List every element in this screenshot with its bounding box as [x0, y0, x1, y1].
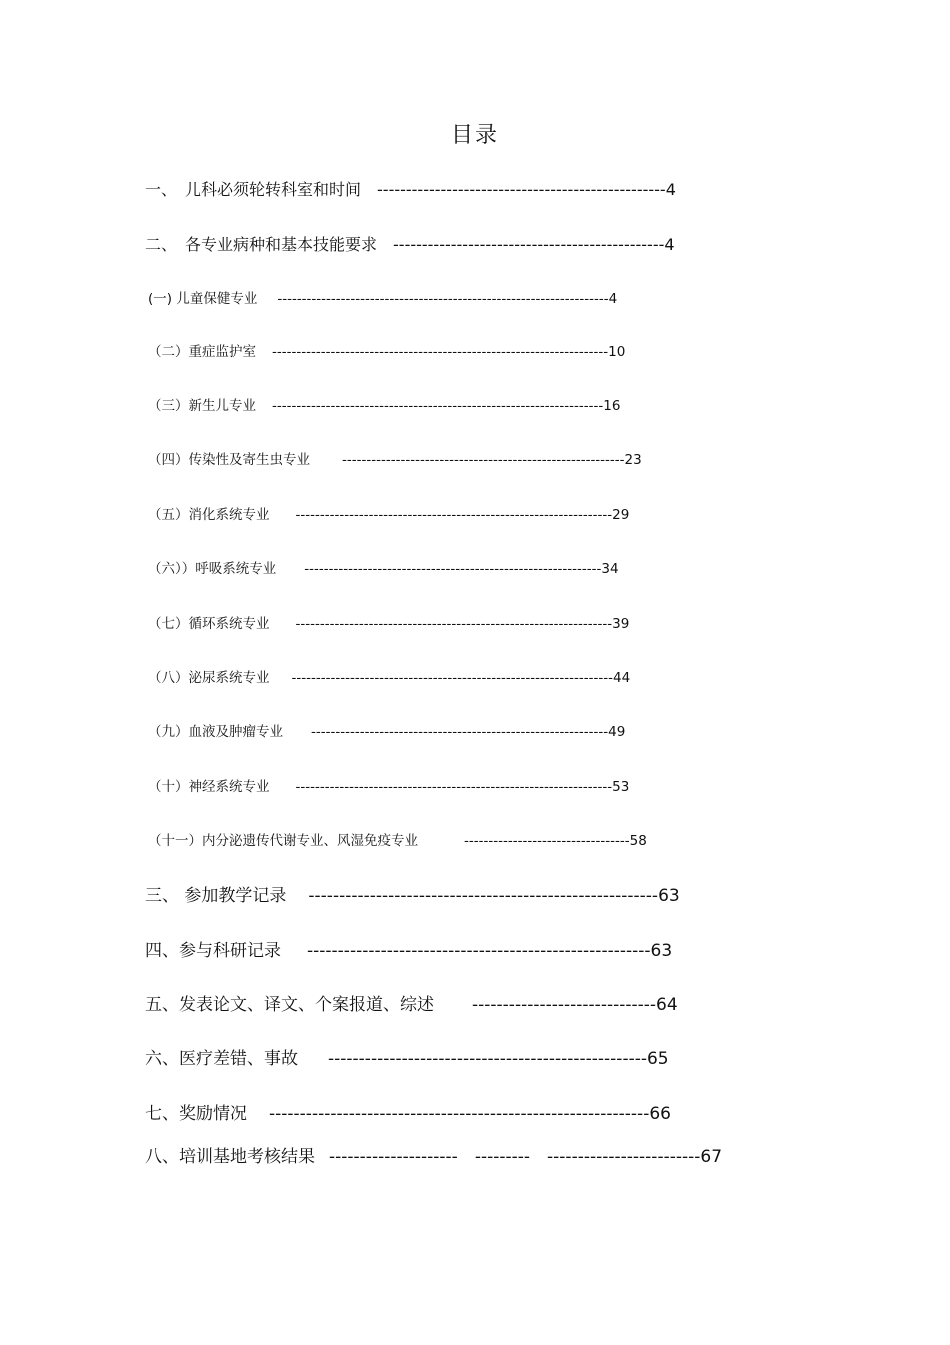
toc-leader: --------------------------------------------------------------------	[277, 291, 609, 307]
toc-leader: --------------------- --------- -------------------------	[329, 1147, 701, 1167]
toc-entry-label: （五）消化系统专业	[148, 507, 270, 523]
toc-page-number: 23	[624, 452, 642, 468]
toc-leader: --------------------------------------------------------	[307, 941, 651, 961]
toc-page-number: 49	[608, 724, 626, 740]
toc-entry-label: 七、奖励情况	[145, 1104, 247, 1124]
toc-entry-label: 四、参与科研记录	[145, 941, 281, 961]
toc-entry[interactable]	[148, 346, 625, 360]
toc-entry[interactable]	[145, 1106, 671, 1123]
toc-leader: -----------------------------------------------	[393, 235, 665, 254]
toc-entry[interactable]	[148, 726, 625, 740]
toc-entry-label: （二）重症监护室	[148, 344, 256, 360]
toc-entry[interactable]	[145, 182, 676, 198]
toc-entry[interactable]	[145, 943, 672, 960]
toc-entry[interactable]	[148, 293, 617, 307]
toc-entry[interactable]	[145, 237, 675, 253]
toc-entry[interactable]	[145, 1149, 722, 1166]
toc-page-number: 67	[700, 1147, 723, 1167]
toc-page-number: 10	[608, 344, 626, 360]
toc-leader: -------------------------------------------------------------	[304, 561, 602, 577]
toc-entry-label: （九）血液及肿瘤专业	[148, 724, 283, 740]
toc-leader: --------------------------------------------------------------------	[272, 398, 604, 414]
toc-entry-label: （十一）内分泌遗传代谢专业、风湿免疫专业	[148, 833, 418, 849]
toc-entry-label: 二、 各专业病种和基本技能要求	[145, 235, 378, 254]
toc-entry[interactable]	[145, 997, 678, 1014]
toc-entry[interactable]	[148, 781, 629, 795]
toc-entry[interactable]	[148, 509, 629, 523]
toc-leader: --------------------------------------------------------------	[269, 1104, 650, 1124]
toc-page-number: 39	[612, 616, 630, 632]
toc-leader: -----------------------------------------------------------------	[295, 507, 613, 523]
toc-entry-label: 三、 参加教学记录	[145, 886, 287, 906]
toc-entry-label: 八、培训基地考核结果	[145, 1147, 315, 1167]
toc-page-number: 66	[649, 1104, 671, 1124]
toc-entry-label: 一、 儿科必须轮转科室和时间	[145, 180, 362, 199]
toc-leader: ---------------------------------------------------------------------	[272, 344, 609, 360]
toc-entry-label: 五、发表论文、译文、个案报道、综述	[145, 995, 434, 1015]
toc-leader: -------------------------------------------------------------	[311, 724, 609, 740]
toc-entry-label: （十）神经系统专业	[148, 779, 270, 795]
toc-page-number: 4	[665, 180, 676, 199]
toc-leader: -----------------------------------------------------------------	[295, 779, 613, 795]
toc-page-number: 58	[629, 833, 647, 849]
toc-leader: ---------------------------------------------------------	[308, 886, 659, 906]
toc-leader: ------------------------------	[472, 995, 657, 1015]
toc-entry[interactable]	[148, 563, 619, 577]
toc-entry-label: （八）泌尿系统专业	[148, 670, 270, 686]
toc-page-number: 53	[612, 779, 630, 795]
toc-page-number: 4	[608, 291, 618, 307]
toc-entry-label: （七）循环系统专业	[148, 616, 270, 632]
toc-leader: ----------------------------------------------------------	[342, 452, 625, 468]
toc-leader: ------------------------------------------------------------------	[291, 670, 614, 686]
toc-entry-label: （四）传染性及寄生虫专业	[148, 452, 310, 468]
toc-page-number: 16	[603, 398, 621, 414]
toc-entry[interactable]	[148, 400, 620, 414]
toc-entry[interactable]	[148, 454, 642, 468]
toc-entry-label: （三）新生儿专业	[148, 398, 256, 414]
toc-page-number: 34	[601, 561, 619, 577]
toc-entry-label: (一) 儿童保健专业	[148, 291, 258, 307]
toc-page-number: 63	[658, 886, 680, 906]
page-title: 目录	[450, 123, 499, 148]
toc-page-number: 63	[650, 941, 673, 961]
toc-entry[interactable]	[145, 1051, 669, 1068]
toc-entry-label: 六、医疗差错、事故	[145, 1049, 298, 1069]
toc-entry-label: （六））呼吸系统专业	[148, 561, 277, 577]
toc-page-number: 65	[646, 1049, 669, 1069]
toc-leader: -----------------------------------------------------------------	[295, 616, 613, 632]
toc-page-number: 29	[612, 507, 630, 523]
toc-leader: --------------------------------------------------	[377, 180, 666, 199]
toc-page-number: 4	[664, 235, 675, 254]
toc-entry[interactable]	[148, 835, 647, 849]
toc-page-number: 64	[656, 995, 678, 1015]
toc-entry[interactable]	[148, 672, 630, 686]
toc-entry[interactable]	[145, 888, 680, 905]
toc-leader: ----------------------------------	[464, 833, 630, 849]
toc-entry[interactable]	[148, 618, 629, 632]
toc-leader: ----------------------------------------------------	[328, 1049, 647, 1069]
toc-page-number: 44	[613, 670, 631, 686]
